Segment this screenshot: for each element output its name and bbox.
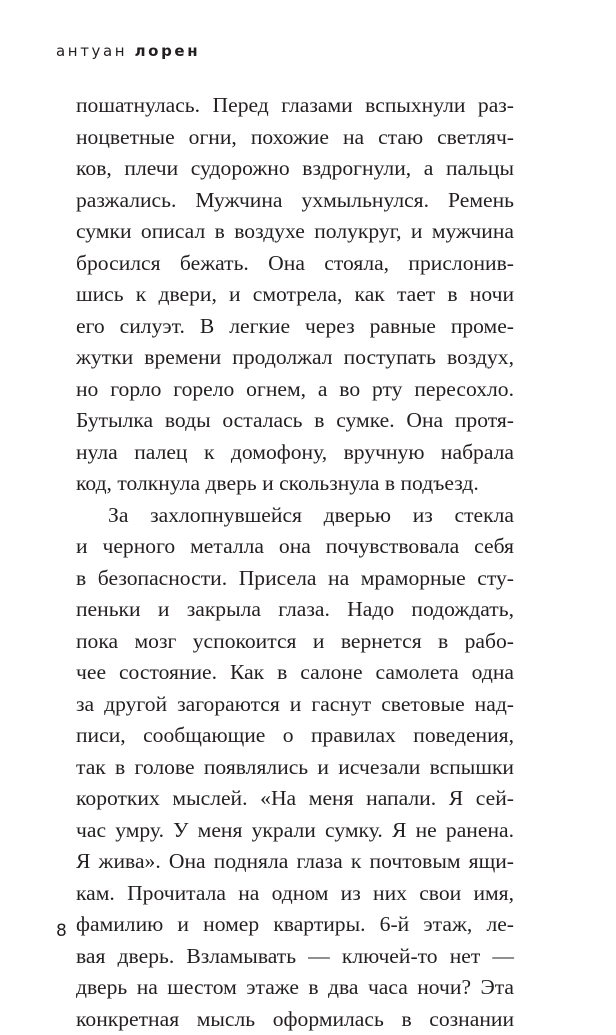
text-line: пока мозг успокоится и вернется в рабо- [76,626,514,658]
text-line: разжались. Мужчина ухмыльнулся. Ремень [76,185,514,217]
text-line: но горло горело огнем, а во рту пересохло. [76,374,514,406]
text-line: вая дверь. Взламывать — ключей-то нет — [76,941,514,973]
page-number: 8 [56,921,67,941]
paragraph-last-line: код, толкнула дверь и скользнула в подъезд. [76,468,514,500]
text-line: ков, плечи судорожно вздрогнули, а пальцы [76,153,514,185]
text-line: его силуэт. В легкие через равные проме- [76,311,514,343]
running-head-author-first: антуан [56,42,127,60]
text-line: коротких мыслей. «На меня напали. Я сей- [76,783,514,815]
text-line: ноцветные огни, похожие на стаю светляч- [76,122,514,154]
paragraph-first-line: За захлопнувшейся дверью из стекла [76,500,514,532]
text-line: в безопасности. Присела на мраморные сту- [76,563,514,595]
body-text [76,90,514,1035]
running-head [56,42,200,60]
text-line: фамилию и номер квартиры. 6-й этаж, ле- [76,909,514,941]
text-line: так в голове появлялись и исчезали вспышки [76,752,514,784]
text-line: чее состояние. Как в салоне самолета одна [76,657,514,689]
text-line: Я жива». Она подняла глаза к почтовым ящи- [76,846,514,878]
text-line: пошатнулась. Перед глазами вспыхнули раз- [76,90,514,122]
text-line: жутки времени продолжал поступать воздух, [76,342,514,374]
text-line: шись к двери, и смотрела, как тает в ночи [76,279,514,311]
text-line: кам. Прочитала на одном из них свои имя, [76,878,514,910]
text-line: час умру. У меня украли сумку. Я не ранена. [76,815,514,847]
text-line: за другой загораются и гаснут световые над- [76,689,514,721]
text-line: бросился бежать. Она стояла, прислонив- [76,248,514,280]
running-head-author-last: лорен [135,42,201,60]
text-line: писи, сообщающие о правилах поведения, [76,720,514,752]
text-line: сумки описал в воздухе полукруг, и мужчина [76,216,514,248]
text-line: и черного металла она почувствовала себя [76,531,514,563]
text-line: нула палец к домофону, вручную набрала [76,437,514,469]
text-line: дверь на шестом этаже в два часа ночи? Эта [76,972,514,1004]
text-line: Бутылка воды осталась в сумке. Она протя- [76,405,514,437]
text-line: пеньки и закрыла глаза. Надо подождать, [76,594,514,626]
text-line: конкретная мысль оформилась в сознании [76,1004,514,1035]
